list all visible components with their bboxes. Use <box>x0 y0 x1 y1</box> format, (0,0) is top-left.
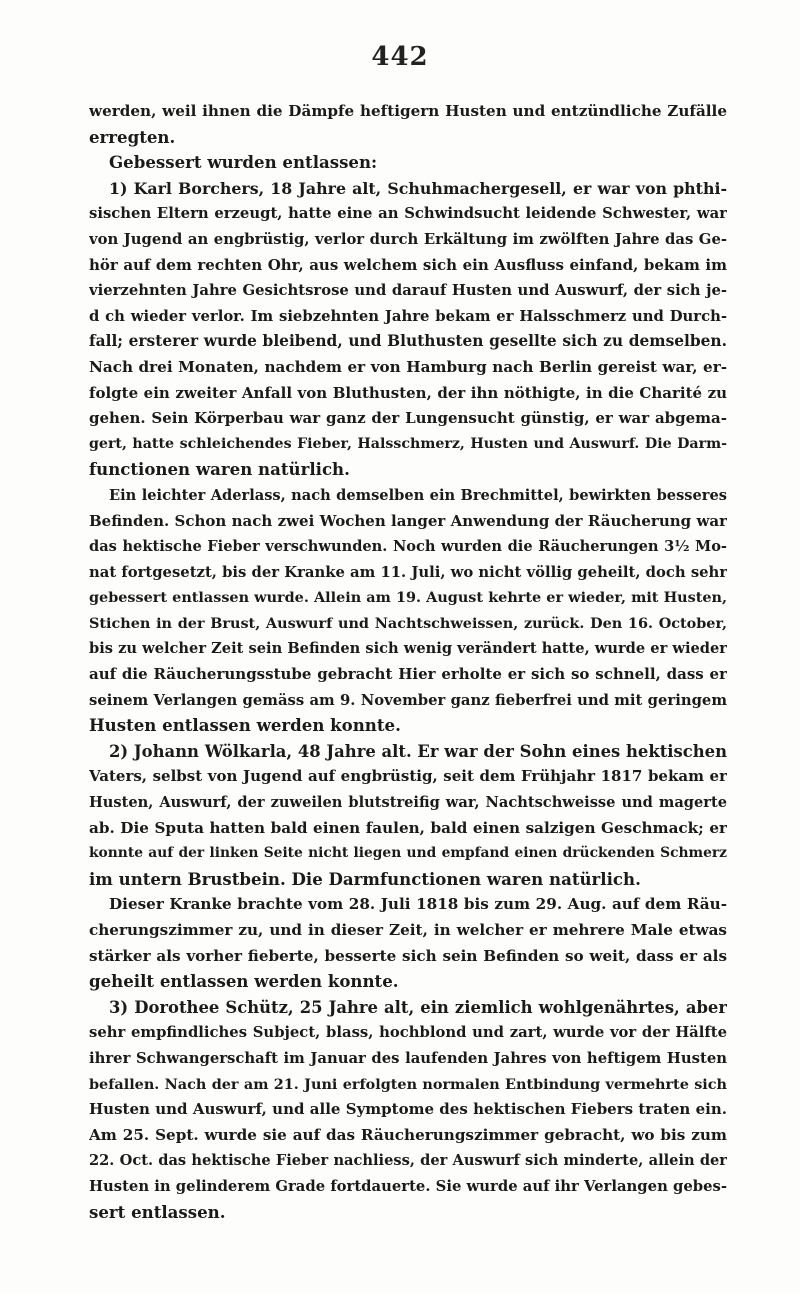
text-line: Befinden. Schon nach zwei Wochen langer Anwendung der Räucherung war <box>89 511 727 530</box>
text-line: 2) Johann Wölkarla, 48 Jahre alt. Er war der Sohn eines hektischen <box>109 741 727 761</box>
text-line: functionen waren natürlich. <box>89 459 350 480</box>
text-line: folgte ein zweiter Anfall von Bluthusten, der ihn nöthigte, in die Charité zu <box>89 383 727 402</box>
text-line: ihrer Schwangerschaft im Januar des laufenden Jahres von heftigem Husten <box>89 1049 727 1067</box>
text-line: Vaters, selbst von Jugend auf engbrüstig, seit dem Frühjahr 1817 bekam er <box>89 767 727 786</box>
text-line: im untern Brustbein. Die Darmfunctionen waren natürlich. <box>89 868 641 889</box>
text-line: geheilt entlassen werden konnte. <box>89 971 399 992</box>
text-line: Husten, Auswurf, der zuweilen blutstreifig war, Nachtschweisse und magerte <box>89 794 727 812</box>
text-line: fall; ersterer wurde bleibend, und Bluthusten gesellte sich zu demselben. <box>89 332 727 351</box>
body-text <box>89 99 727 1225</box>
text-line: Husten entlassen werden konnte. <box>89 715 401 736</box>
text-line: d ch wieder verlor. Im siebzehnten Jahre bekam er Halsschmerz und Durch- <box>89 307 727 325</box>
text-line: vierzehnten Jahre Gesichtsrose und darauf Husten und Auswurf, der sich je- <box>89 282 727 300</box>
text-line: cherungszimmer zu, und in dieser Zeit, in welcher er mehrere Male etwas <box>89 921 727 939</box>
text-line: Dieser Kranke brachte vom 28. Juli 1818 bis zum 29. Aug. auf dem Räu- <box>109 895 727 914</box>
text-line: 1) Karl Borchers, 18 Jahre alt, Schuhmachergesell, er war von phthi- <box>109 178 727 198</box>
text-line: stärker als vorher fieberte, besserte sich sein Befinden so weit, dass er als <box>89 946 727 965</box>
page-number: 442 <box>371 42 429 72</box>
text-line: Am 25. Sept. wurde sie auf das Räucherungszimmer gebracht, wo bis zum <box>89 1125 727 1144</box>
text-line: das hektische Fieber verschwunden. Noch wurden die Räucherungen 3½ Mo- <box>89 538 727 556</box>
text-line: sischen Eltern erzeugt, hatte eine an Schwindsucht leidende Schwester, war <box>89 205 727 223</box>
text-line: sehr empfindliches Subject, blass, hochblond und zart, wurde vor der Hälfte <box>89 1024 727 1042</box>
text-line: konnte auf der linken Seite nicht liegen und empfand einen drückenden Schmerz <box>89 845 727 862</box>
text-line: sert entlassen. <box>89 1201 226 1222</box>
text-line: gebessert entlassen wurde. Allein am 19. August kehrte er wieder, mit Husten, <box>89 589 727 607</box>
text-line: ab. Die Sputa hatten bald einen faulen, bald einen salzigen Geschmack; er <box>89 818 727 837</box>
text-line: bis zu welcher Zeit sein Befinden sich wenig verändert hatte, wurde er wieder <box>89 640 727 658</box>
text-line: 22. Oct. das hektische Fieber nachliess, der Auswurf sich minderte, allein der <box>89 1152 727 1170</box>
text-line: Stichen in der Brust, Auswurf und Nachtschweissen, zurück. Den 16. October, <box>89 614 727 632</box>
text-line: hör auf dem rechten Ohr, aus welchem sich ein Ausfluss einfand, bekam im <box>89 255 727 274</box>
text-line: erregten. <box>89 126 176 147</box>
text-line: befallen. Nach der am 21. Juni erfolgten normalen Entbindung vermehrte sich <box>89 1075 727 1093</box>
text-line: nat fortgesetzt, bis der Kranke am 11. Juli, wo nicht völlig geheilt, doch sehr <box>89 563 727 581</box>
text-line: 3) Dorothee Schütz, 25 Jahre alt, ein ziemlich wohlgenährtes, aber <box>109 997 727 1017</box>
text-line: werden, weil ihnen die Dämpfe heftigern Husten und entzündliche Zufälle <box>89 102 727 120</box>
text-line: Ein leichter Aderlass, nach demselben ein Brechmittel, bewirkten besseres <box>109 486 727 504</box>
text-line: Husten in gelinderem Grade fortdauerte. Sie wurde auf ihr Verlangen gebes- <box>89 1177 727 1195</box>
text-line: gehen. Sein Körperbau war ganz der Lungensucht günstig, er war abgema- <box>89 409 727 428</box>
text-line: Gebessert wurden entlassen: <box>109 152 378 173</box>
text-line: von Jugend an engbrüstig, verlor durch Erkältung im zwölften Jahre das Ge- <box>89 230 727 248</box>
text-line: Husten und Auswurf, und alle Symptome des hektischen Fiebers traten ein. <box>89 1100 727 1119</box>
text-line: gert, hatte schleichendes Fieber, Halsschmerz, Husten und Auswurf. Die Darm- <box>89 435 727 452</box>
text-line: Nach drei Monaten, nachdem er von Hamburg nach Berlin gereist war, er- <box>89 357 727 376</box>
text-line: seinem Verlangen gemäss am 9. November ganz fieberfrei und mit geringem <box>89 691 727 709</box>
text-line: auf die Räucherungsstube gebracht Hier erholte er sich so schnell, dass er <box>89 665 727 684</box>
